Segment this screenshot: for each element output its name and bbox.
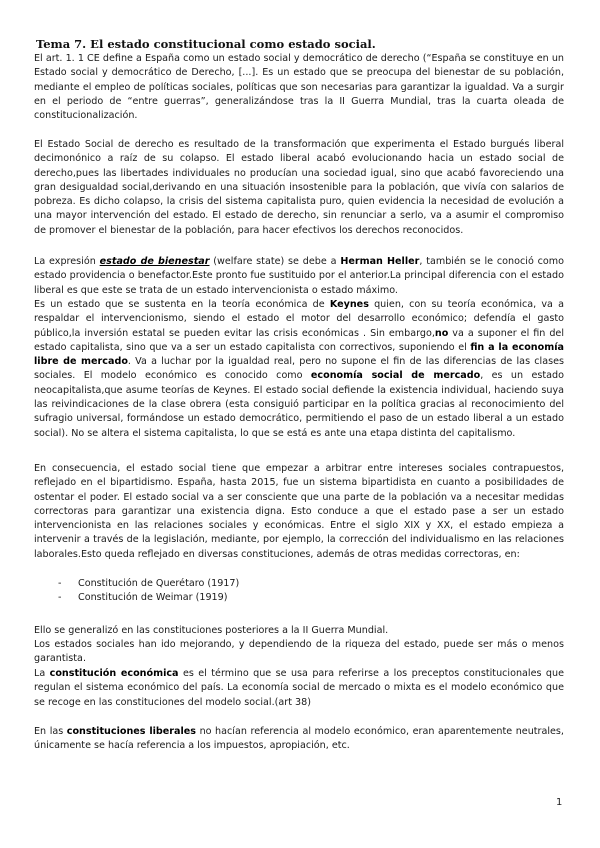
text-run: no hacían referencia al modelo económico, eran aparentemente neutrales, únicamente se hacía referencia a los impuestos, apropiación, etc. (34, 726, 564, 752)
text-run: , también se le conoció como estado providencia o benefactor.Este pronto fue sustituido por el anterior.La principal diferencia con el estado liberal es que este se trata de un estado intervencionista o estado máximo. (34, 256, 564, 296)
term-keynes: Keynes (329, 299, 369, 310)
paragraph-estados-sociales-mejorando: Los estados sociales han ido mejorando, y dependiendo de la riqueza del estado, puede ser más o menos garantista. (34, 639, 564, 665)
paragraph-constituciones-liberales (34, 725, 564, 754)
text-run: . Va a luchar por la igualdad real, pero no supone el fin de las diferencias de las clases sociales. El modelo económico es conocido como (34, 356, 564, 382)
term-herman-heller: Herman Heller (340, 256, 420, 267)
text-run: , es un estado neocapitalista,que asume teorías de Keynes. El estado social defiende la existencia individual, haciendo suya las reivindicaciones de la clase obrera (esta consiguió participar en la política gracias al reconocimiento del sufragio universal, formándose un estado democrático, permitiendo el paso de un estado liberal a un estado social). No se altera el sistema capitalista, lo que se está es ante una etapa distinta del capitalismo. (34, 370, 564, 439)
list-item: - Constitución de Weimar (1919) (58, 591, 239, 605)
term-no: no (434, 327, 449, 339)
document-title: Tema 7. El estado constitucional como estado social. (36, 37, 376, 51)
term-constitucion-economica: constitución económica (49, 668, 179, 679)
text-run: es el término que se usa para referirse a los preceptos constitucionales que regulan el sistema económico del país. La economía social de mercado o mixta es el modelo económico que se recoge en las constituciones del modelo social.(art 38) (34, 668, 564, 708)
text-run: La (34, 668, 50, 679)
page-number: 1 (556, 797, 563, 808)
term-estado-de-bienestar: estado de bienestar (99, 256, 210, 267)
list-item: - Constitución de Querétaro (1917) (58, 577, 239, 591)
text-run: En las (34, 726, 67, 737)
paragraph-keynes (34, 298, 564, 441)
term-economia-social-de-mercado: economía social de mercado (310, 370, 481, 382)
constitutions-list (58, 577, 239, 606)
paragraph-estado-social-origen: El Estado Social de derecho es resultado de la transformación que experimenta el Estado burgués liberal decimonónico a raíz de su colapso. El estado liberal acabó evolucionando hacia un estado social de derecho,pues las libertades individuales no producían una sociedad igual, sino que acabó favoreciendo una gran desigualdad social,derivando en una situación insostenible para la población, que vivía con salarios de pobreza. Es dicho colapso, la crisis del sistema capitalista puro, quien evidencia la necesidad de evolución a una mayor intervención del estado. El estado de derecho, sin renunciar a serlo, va a asumir el compromiso de promover el bienestar de la población, para hacer efectivos los derechos reconocidos. (34, 139, 564, 236)
paragraph-estado-de-bienestar (34, 255, 564, 298)
term-constituciones-liberales: constituciones liberales (66, 726, 197, 737)
paragraph-constitucion-economica (34, 667, 564, 710)
text-run: (welfare state) se debe a (209, 256, 341, 267)
text-run: La expresión (34, 256, 100, 267)
paragraph-generalizacion: Ello se generalizó en las constituciones posteriores a la II Guerra Mundial. (34, 625, 389, 636)
text-run: va a suponer el fin del estado capitalista, sino que va a ser un estado capitalista con correctivos, suponiendo el (34, 327, 564, 353)
term-fin-economia-libre: fin a la economía libre de mercado (34, 341, 564, 368)
paragraph-consecuencia: En consecuencia, el estado social tiene que empezar a arbitrar entre intereses sociales contrapuestos, reflejado en el bipartidismo. España, hasta 2015, fue un sistema bipartidista en cuanto a posibilidades de ostentar el poder. El estado social va a ser consciente que una parte de la población va a necesitar medidas correctoras para garantizar una existencia digna. Esto conduce a que el estado pase a ser un estado intervencionista en las relaciones sociales y económicas. Entre el siglo XIX y XX, el estado empieza a intervenir a través de la legislación, mediante, por ejemplo, la corrección del individualismo en las relaciones laborales.Esto queda reflejado en diversas constituciones, además de otras medidas correctoras, en: (34, 463, 564, 560)
text-run: quien, con su teoría económica, va a respaldar el intervencionismo, siendo el estado el motor del desarrollo económico; defendía el gasto público,la inversión estatal se pueden evitar las crisis económicas . Sin embargo, (34, 299, 564, 339)
text-run: Es un estado que se sustenta en la teoría económica de (34, 299, 330, 310)
paragraph-art-1-1: El art. 1. 1 CE define a España como un estado social y democrático de derecho (“España se constituye en un Estado social y democrático de Derecho, [...]. Es un estado que se preocupa del bienestar de su población, mediante el empleo de políticas sociales, políticas que son necesarias para garantizar la igualdad. Va a surgir en el periodo de “entre guerras”, generalizándose tras la II Guerra Mundial, tras la cuarta oleada de constitucionalización. (34, 53, 564, 122)
